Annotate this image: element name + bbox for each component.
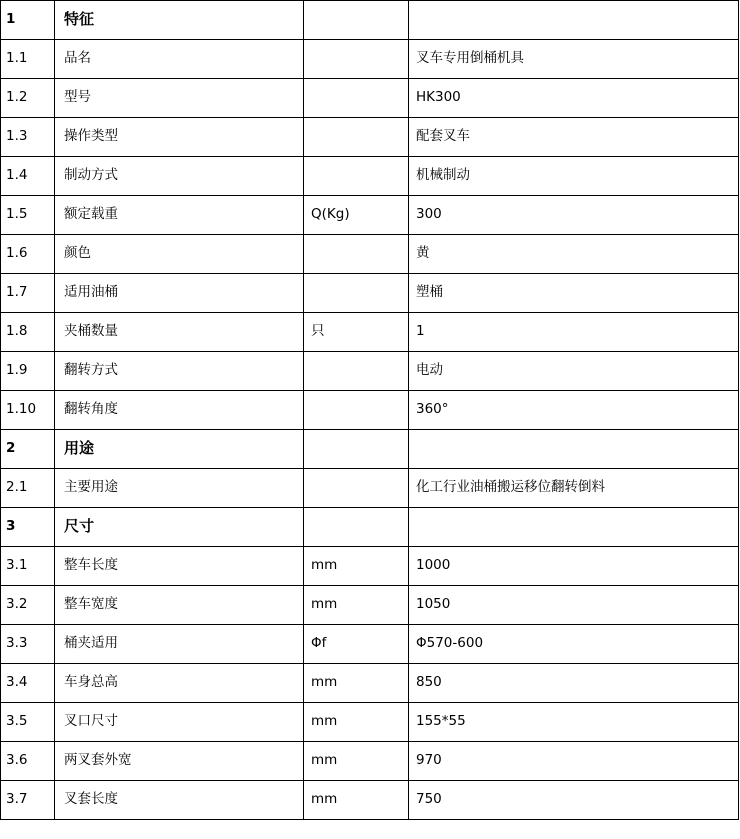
table-row — [1, 586, 739, 625]
table-row — [1, 547, 739, 586]
table-row — [1, 235, 739, 274]
row-label-cell: 翻转方式 — [55, 352, 304, 391]
row-number-cell: 2.1 — [1, 469, 55, 508]
row-unit-cell: mm — [304, 703, 409, 742]
table-row — [1, 313, 739, 352]
row-unit-cell: mm — [304, 547, 409, 586]
row-label-cell: 整车宽度 — [55, 586, 304, 625]
row-label-cell: 品名 — [55, 40, 304, 79]
row-number-cell: 1.6 — [1, 235, 55, 274]
row-number-cell: 3.7 — [1, 781, 55, 820]
row-value-cell: Φ570-600 — [409, 625, 739, 664]
row-unit-cell — [304, 235, 409, 274]
row-value-cell: 塑桶 — [409, 274, 739, 313]
row-label-cell: 型号 — [55, 79, 304, 118]
row-value-cell: 1000 — [409, 547, 739, 586]
table-row — [1, 352, 739, 391]
row-unit-cell: mm — [304, 781, 409, 820]
row-unit-cell — [304, 118, 409, 157]
row-unit-cell — [304, 469, 409, 508]
row-number-cell: 3.5 — [1, 703, 55, 742]
row-label-cell: 制动方式 — [55, 157, 304, 196]
row-label-cell: 整车长度 — [55, 547, 304, 586]
row-number-cell: 3.3 — [1, 625, 55, 664]
row-label-cell: 特征 — [55, 1, 304, 40]
row-value-cell: 970 — [409, 742, 739, 781]
row-unit-cell: mm — [304, 664, 409, 703]
table-row — [1, 274, 739, 313]
row-label-cell: 用途 — [55, 430, 304, 469]
table-row — [1, 664, 739, 703]
row-label-cell: 夹桶数量 — [55, 313, 304, 352]
row-number-cell: 1.3 — [1, 118, 55, 157]
table-row — [1, 40, 739, 79]
row-number-cell: 1.5 — [1, 196, 55, 235]
row-number-cell: 2 — [1, 430, 55, 469]
row-value-cell: 机械制动 — [409, 157, 739, 196]
row-value-cell: 1050 — [409, 586, 739, 625]
row-value-cell: 750 — [409, 781, 739, 820]
row-value-cell: 155*55 — [409, 703, 739, 742]
row-unit-cell — [304, 508, 409, 547]
row-value-cell — [409, 430, 739, 469]
row-value-cell — [409, 1, 739, 40]
row-value-cell: 化工行业油桶搬运移位翻转倒料 — [409, 469, 739, 508]
row-unit-cell — [304, 1, 409, 40]
row-value-cell — [409, 508, 739, 547]
row-unit-cell — [304, 391, 409, 430]
row-unit-cell: mm — [304, 742, 409, 781]
row-number-cell: 3.2 — [1, 586, 55, 625]
row-value-cell: 360° — [409, 391, 739, 430]
row-number-cell: 1.7 — [1, 274, 55, 313]
table-row — [1, 391, 739, 430]
table-row — [1, 469, 739, 508]
row-label-cell: 叉套长度 — [55, 781, 304, 820]
row-number-cell: 1.1 — [1, 40, 55, 79]
table-row — [1, 79, 739, 118]
row-unit-cell — [304, 274, 409, 313]
row-number-cell: 3.6 — [1, 742, 55, 781]
row-unit-cell — [304, 157, 409, 196]
row-label-cell: 车身总高 — [55, 664, 304, 703]
row-unit-cell — [304, 352, 409, 391]
row-value-cell: 300 — [409, 196, 739, 235]
row-value-cell: 配套叉车 — [409, 118, 739, 157]
row-unit-cell: 只 — [304, 313, 409, 352]
row-label-cell: 两叉套外宽 — [55, 742, 304, 781]
table-row — [1, 118, 739, 157]
row-unit-cell — [304, 430, 409, 469]
row-number-cell: 1.2 — [1, 79, 55, 118]
row-label-cell: 适用油桶 — [55, 274, 304, 313]
table-row — [1, 196, 739, 235]
row-value-cell: 电动 — [409, 352, 739, 391]
row-value-cell: HK300 — [409, 79, 739, 118]
row-number-cell: 3.4 — [1, 664, 55, 703]
table-row — [1, 157, 739, 196]
row-unit-cell — [304, 79, 409, 118]
row-number-cell: 1.8 — [1, 313, 55, 352]
row-number-cell: 1 — [1, 1, 55, 40]
row-value-cell: 1 — [409, 313, 739, 352]
row-unit-cell: mm — [304, 586, 409, 625]
row-label-cell: 桶夹适用 — [55, 625, 304, 664]
row-label-cell: 颜色 — [55, 235, 304, 274]
row-label-cell: 翻转角度 — [55, 391, 304, 430]
row-unit-cell: Q(Kg) — [304, 196, 409, 235]
row-label-cell: 尺寸 — [55, 508, 304, 547]
row-value-cell: 黄 — [409, 235, 739, 274]
specification-table-body — [1, 1, 739, 820]
row-unit-cell: Φf — [304, 625, 409, 664]
row-number-cell: 1.9 — [1, 352, 55, 391]
table-section-row — [1, 508, 739, 547]
row-label-cell: 叉口尺寸 — [55, 703, 304, 742]
row-label-cell: 额定载重 — [55, 196, 304, 235]
row-unit-cell — [304, 40, 409, 79]
table-row — [1, 625, 739, 664]
row-value-cell: 叉车专用倒桶机具 — [409, 40, 739, 79]
table-row — [1, 781, 739, 820]
row-value-cell: 850 — [409, 664, 739, 703]
row-label-cell: 主要用途 — [55, 469, 304, 508]
row-number-cell: 3 — [1, 508, 55, 547]
row-number-cell: 3.1 — [1, 547, 55, 586]
row-number-cell: 1.10 — [1, 391, 55, 430]
table-row — [1, 742, 739, 781]
row-label-cell: 操作类型 — [55, 118, 304, 157]
row-number-cell: 1.4 — [1, 157, 55, 196]
table-row — [1, 703, 739, 742]
table-section-row — [1, 430, 739, 469]
table-section-row — [1, 1, 739, 40]
